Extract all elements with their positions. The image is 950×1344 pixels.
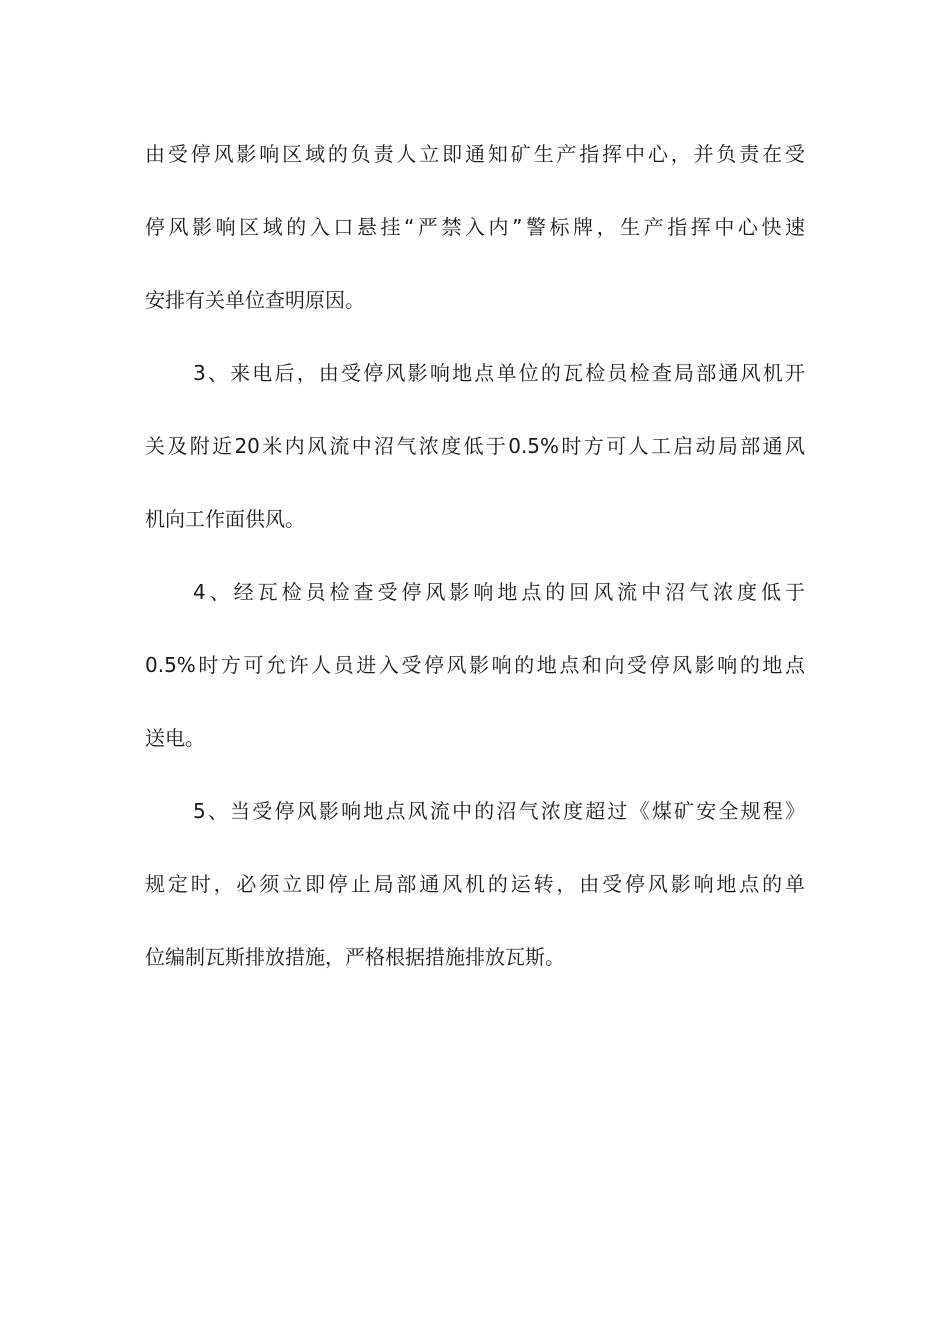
- text-line: 机向工作面供风。: [145, 507, 305, 531]
- text-line: 规定时，必须立即停止局部通风机的运转，由受停风影响地点的单: [145, 872, 805, 896]
- text-line: 0.5%时方可允许人员进入受停风影响的地点和向受停风影响的地点: [145, 653, 805, 677]
- text-line: 4、经瓦检员检查受停风影响地点的回风流中沼气浓度低于: [193, 580, 805, 604]
- text-line: 位编制瓦斯排放措施，严格根据措施排放瓦斯。: [145, 945, 565, 969]
- text-line: 安排有关单位查明原因。: [145, 288, 365, 312]
- text-line: 送电。: [145, 726, 205, 750]
- text-line: 5、当受停风影响地点风流中的沼气浓度超过《煤矿安全规程》: [193, 799, 805, 823]
- text-line: 由受停风影响区域的负责人立即通知矿生产指挥中心，并负责在受: [145, 142, 805, 166]
- text-line: 3、来电后，由受停风影响地点单位的瓦检员检查局部通风机开: [193, 361, 805, 385]
- text-line: 关及附近20米内风流中沼气浓度低于0.5%时方可人工启动局部通风: [145, 434, 805, 458]
- text-line: 停风影响区域的入口悬挂“严禁入内”警标牌，生产指挥中心快速: [145, 215, 805, 239]
